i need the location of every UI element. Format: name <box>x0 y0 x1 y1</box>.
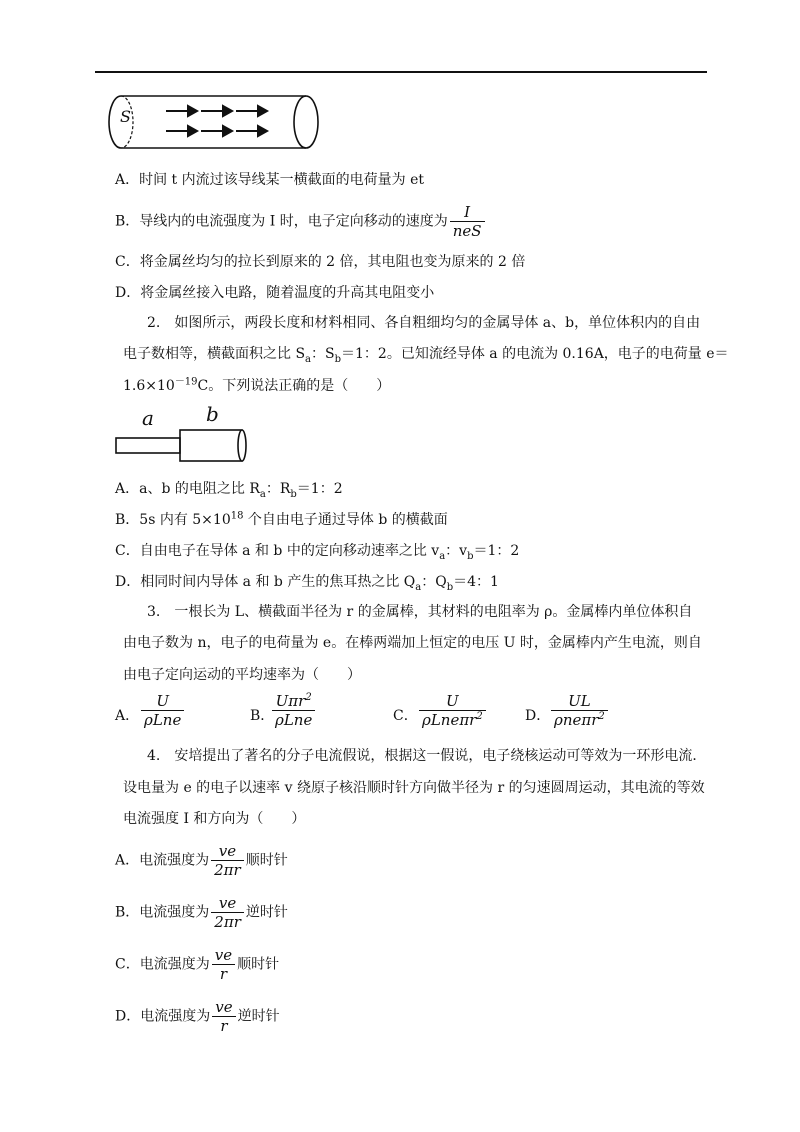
q3-line-2: 由电子数为 n，电子的电荷量为 e。在棒两端加上恒定的电压 U 时，金属棒内产生电流，则自 <box>123 635 702 651</box>
q4-option-a: A．电流强度为 $\frac{ve}{2\pi r}$ 顺时针 <box>115 842 288 879</box>
conductor-b-label: b <box>206 402 219 426</box>
q4-option-c: C．电流强度为 $\frac{ve}{r}$ 顺时针 <box>115 946 280 983</box>
q4-option-b: B．电流强度为 $\frac{ve}{2\pi r}$ 逆时针 <box>115 894 288 931</box>
q2-option-b: B．5s 内有 $5\times 10^{18}$ 个自由电子通过导体 b 的横截面 <box>115 510 448 528</box>
q2-option-c: C．自由电子在导体 a 和 b 中的定向移动速率之比 $v_a$：$v_b=1$：2 <box>115 543 520 562</box>
figure-label-s: S <box>120 107 131 126</box>
q4-option-d: D．电流强度为 $\frac{ve}{r}$ 逆时针 <box>115 998 280 1035</box>
q4-line-3: 电流强度 I 和方向为（ ） <box>123 811 306 827</box>
q2-line-2: 电子数相等，横截面积之比 $S_a$：$S_b=1$：2。已知流经导体 a 的电流为 0.16A，电子的电荷量 e＝ <box>123 346 729 365</box>
q3-line-1: 3. 一根长为 L、横截面半径为 r 的金属棒，其材料的电阻率为 ρ。金属棒内单位体积自 <box>147 604 693 620</box>
conductor-a-label: a <box>142 406 154 430</box>
cylinder-figure <box>108 92 323 154</box>
q3-options: A． U ρLne B． Uπr$^2$ ρLne C． U ρLneπr$^2$ D． UL ρneπr$^2$ <box>115 692 715 740</box>
q2-option-a: A．a、b 的电阻之比 $R_a$：$R_b=1$：2 <box>115 481 343 500</box>
arrow-icon <box>166 106 267 136</box>
q1-option-d: D．将金属丝接入电路，随着温度的升高其电阻变小 <box>115 285 435 301</box>
q3-line-3: 由电子定向运动的平均速率为（ ） <box>123 667 361 683</box>
q4-line-1: 4. 安培提出了著名的分子电流假说，根据这一假说，电子绕核运动可等效为一环形电流． <box>147 748 707 764</box>
q1-option-c: C．将金属丝均匀的拉长到原来的 2 倍，其电阻也变为原来的 2 倍 <box>115 254 526 270</box>
conductor-figure <box>112 418 252 468</box>
q2-line-3: $1.6\times 10^{-19}C$。下列说法正确的是（ ） <box>123 376 391 394</box>
q1-option-a: A．时间 t 内流过该导线某一横截面的电荷量为 et <box>115 172 424 188</box>
q4-line-2: 设电量为 e 的电子以速率 v 绕原子核沿顺时针方向做半径为 r 的匀速圆周运动，其电流的等效 <box>123 780 705 796</box>
q2-line-1: 2. 如图所示，两段长度和材料相同、各自粗细均匀的金属导体 a、b，单位体积内的自由 <box>147 315 701 331</box>
header-rule <box>95 71 707 73</box>
q2-option-d: D．相同时间内导体 a 和 b 产生的焦耳热之比 $Q_a$：$Q_b=4$：1 <box>115 574 499 593</box>
q1-option-b: B．导线内的电流强度为 I 时，电子定向移动的速度为 $\frac{I}{\text{neS}}$ <box>115 203 487 240</box>
